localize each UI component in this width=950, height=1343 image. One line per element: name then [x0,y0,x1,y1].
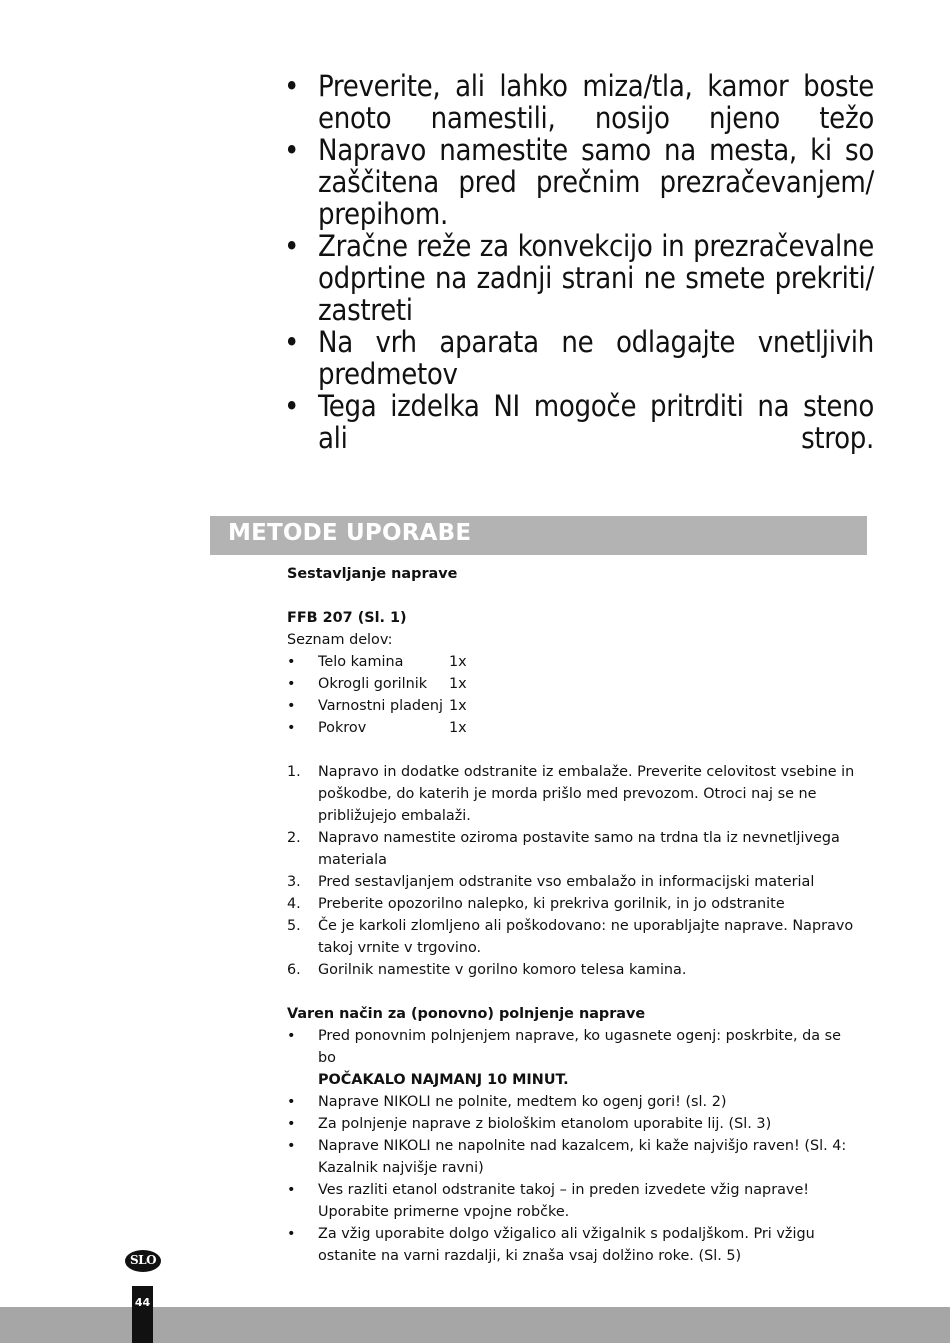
part-item: • Varnostni pladenj 1x [287,698,467,714]
step-item: 1. Napravo in dodatke odstranite iz embalaže. Preverite celovitost vsebine in poškodbe, do katerih je morda prišlo med prevozom. Otroci naj se ne približujejo embalaži. [287,764,855,824]
assembly-steps [287,761,857,981]
part-item: • Telo kamina 1x [287,654,467,670]
refill-item: • Za vžig uporabite dolgo vžigalico ali vžigalnik s podaljškom. Pri vžigu ostanite na varni razdalji, ki znaša vsaj dolžino roke. (Sl. 5) [287,1226,815,1264]
refill-item: • Pred ponovnim polnjenjem naprave, ko ugasnete ogenj: poskrbite, da se bo POČAKALO NAJMANJ 10 MINUT. [287,1028,841,1088]
section-header-bar [210,516,867,555]
warning-item: • Tega izdelka NI mogoče pritrditi na steno ali strop. [284,389,874,455]
refill-list [287,1025,857,1267]
parts-list [287,651,857,739]
warning-item: • Na vrh aparata ne odlagajte vnetljivih predmetov [284,325,874,391]
parts-label: Seznam delov: [287,632,393,648]
step-item: 2. Napravo namestite oziroma postavite samo na trdna tla iz nevnetljivega materiala [287,830,840,868]
language-badge [125,1250,161,1272]
step-item: 5. Če je karkoli zlomljeno ali poškodovano: ne uporabljajte naprave. Napravo takoj vrnite v trgovino. [287,918,854,956]
page-number-tab [132,1286,153,1343]
warning-item: • Zračne reže za konvekcijo in prezračevalne odprtine na zadnji strani ne smete prekriti/ zastreti [284,229,874,327]
step-item: 3. Pred sestavljanjem odstranite vso embalažo in informacijski material [287,874,815,890]
refill-heading: Varen način za (ponovno) polnjenje naprave [287,1006,646,1022]
model-heading: FFB 207 (Sl. 1) [287,610,407,626]
section-title: METODE UPORABE [228,520,472,546]
page-number: 44 [134,1296,151,1309]
language-badge-label: SLO [129,1253,157,1267]
refill-item: • Za polnjenje naprave z biološkim etanolom uporabite lij. (Sl. 3) [287,1116,772,1132]
refill-emphasis: POČAKALO NAJMANJ 10 MINUT. [318,1072,569,1088]
step-item: 6. Gorilnik namestite v gorilno komoro telesa kamina. [287,962,687,978]
safety-warning-list [284,70,874,454]
refill-item: • Ves razliti etanol odstranite takoj – in preden izvedete vžig naprave! Uporabite primerne vpojne robčke. [287,1182,810,1220]
assembly-heading: Sestavljanje naprave [287,566,458,582]
refill-item: • Naprave NIKOLI ne polnite, medtem ko ogenj gori! (sl. 2) [287,1094,727,1110]
part-item: • Okrogli gorilnik 1x [287,676,467,692]
warning-item: • Napravo namestite samo na mesta, ki so zaščitena pred prečnim prezračevanjem/ prepihom. [284,133,874,231]
instructions-body [287,563,857,1267]
part-item: • Pokrov 1x [287,720,467,736]
warning-item: • Preverite, ali lahko miza/tla, kamor boste enoto namestili, nosijo njeno težo [284,69,874,135]
step-item: 4. Preberite opozorilno nalepko, ki prekriva gorilnik, in jo odstranite [287,896,785,912]
refill-item: • Naprave NIKOLI ne napolnite nad kazalcem, ki kaže najvišjo raven! (Sl. 4: Kazalnik najvišje ravni) [287,1138,847,1176]
